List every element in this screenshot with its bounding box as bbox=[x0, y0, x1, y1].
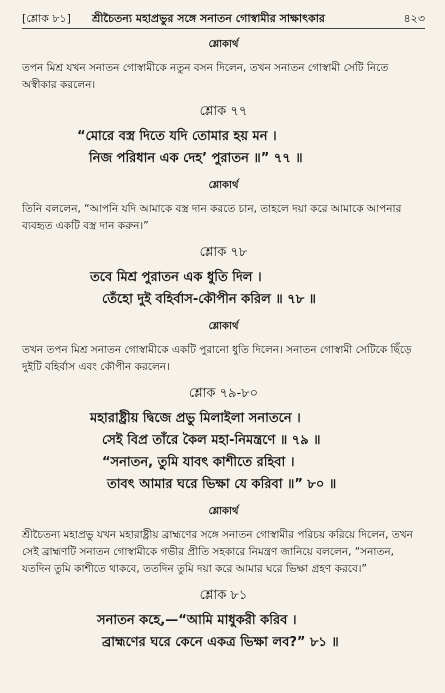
verse-line: তবে মিশ্র পুরাতন এক ধুতি দিল । bbox=[90, 270, 262, 285]
verse-line: নিজ পরিধান এক দেহ’ পুরাতন ॥” ৭৭ ॥ bbox=[89, 151, 303, 166]
translation-label: শ্লোকার্থ bbox=[208, 321, 239, 332]
translation-label: শ্লোকার্থ bbox=[208, 506, 239, 517]
verse-heading: শ্লোক ৭৭ bbox=[199, 104, 248, 119]
chapter-title: শ্রীচৈতন্য মহাপ্রভুর সঙ্গে সনাতন গোস্বামীর সাক্ষাৎকার bbox=[92, 12, 325, 25]
running-header bbox=[22, 0, 425, 28]
verse-reference: [শ্লোক ৮১] bbox=[22, 12, 71, 25]
page-content bbox=[22, 37, 425, 654]
translation-paragraph: তখন তপন মিশ্র সনাতন গোস্বামীকে একটি পুরানো ধুতি দিলেন। সনাতন গোস্বামী সেটিকে ছিঁড়ে দুইটি বহির্বাস এবং কৌপীন করলেন। bbox=[22, 344, 412, 373]
translation-label: শ্লোকার্থ bbox=[208, 180, 239, 191]
translation-label: শ্লোকার্থ bbox=[208, 39, 239, 50]
verse-heading: শ্লোক ৭৯-৮০ bbox=[188, 386, 259, 401]
verse-line: মহারাষ্ট্রীয় দ্বিজে প্রভু মিলাইলা সনাতনে । bbox=[90, 411, 301, 426]
verse-line: সেই বিপ্র তাঁরে কৈল মহা-নিমন্ত্রণে ॥ ৭৯ ॥ bbox=[102, 433, 321, 448]
translation-paragraph: তিনি বললেন, “আপনি যদি আমাকে বস্ত্র দান করতে চান, তাহলে দয়া করে আমাকে আপনার ব্যবহৃত একটি বস্ত্র দান করুন।” bbox=[22, 203, 402, 232]
translation-paragraph: তপন মিশ্র যখন সনাতন গোস্বামীকে নতুন বসন দিলেন, তখন সনাতন গোস্বামী সেটি নিতে অস্বীকার করলেন। bbox=[22, 62, 389, 91]
verse-line: তেঁহো দুই বহির্বাস-কৌপীন করিল ॥ ৭৮ ॥ bbox=[102, 292, 317, 307]
verse-heading: শ্লোক ৭৮ bbox=[199, 245, 248, 260]
verse-line: “সনাতন, তুমি যাবৎ কাশীতে রহিবা । bbox=[102, 455, 295, 470]
page-number: ৪২৩ bbox=[403, 12, 425, 25]
verse-heading: শ্লোক ৮১ bbox=[199, 588, 248, 603]
verse-line: সনাতন কহে,—“আমি মাধুকরী করিব । bbox=[97, 613, 297, 628]
translation-paragraph: শ্রীচৈতন্য মহাপ্রভু যখন মহারাষ্ট্রীয় ব্রাহ্মণের সঙ্গে সনাতন গোস্বামীর পরিচয় করিয়ে দিলেন, তখন সেই ব্রাহ্মণটি সনাতন গোস্বামীকে গভীর প্রীতি সহকারে নিমন্ত্রণ জানিয়ে বললেন, “সনাতন, যতদিন তুমি কাশীতে থাকবে, ততদিন তুমি দয়া করে আমার ঘরে ভিক্ষা গ্রহণ করবে।” bbox=[22, 529, 413, 575]
verse-line: “মোরে বস্ত্র দিতে যদি তোমার হয় মন । bbox=[77, 129, 277, 144]
verse-line: ব্রাহ্মণের ঘরে কেনে একত্র ভিক্ষা লব?” ৮১ ॥ bbox=[102, 635, 339, 650]
verse-line: তাবৎ আমার ঘরে ভিক্ষা যে করিবা ॥” ৮০ ॥ bbox=[107, 477, 337, 492]
